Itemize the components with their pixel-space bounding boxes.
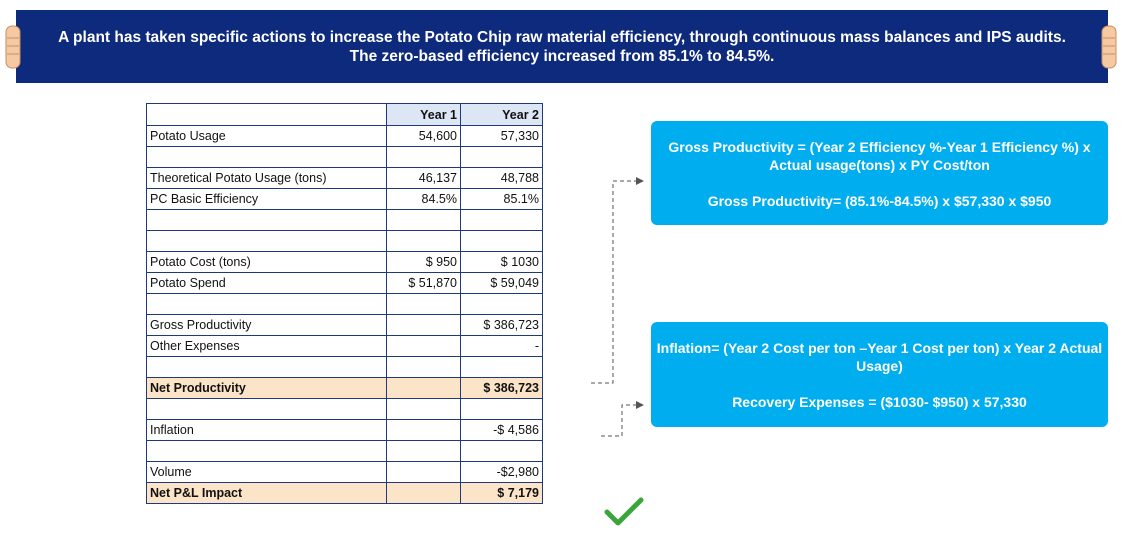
- row-label: Net P&L Impact: [147, 483, 387, 504]
- table-row: [147, 315, 543, 336]
- year2-value: 85.1%: [461, 189, 543, 210]
- year1-value: [387, 336, 461, 357]
- connector-line-bottom: [601, 405, 636, 436]
- year2-value: $ 7,179: [461, 483, 543, 504]
- hand-icon: [4, 24, 22, 70]
- header-banner: [16, 10, 1108, 83]
- table-row: [147, 231, 543, 252]
- year1-value: [387, 399, 461, 420]
- row-label: Net Productivity: [147, 378, 387, 399]
- row-label: [147, 441, 387, 462]
- table-row: [147, 168, 543, 189]
- year1-value: 46,137: [387, 168, 461, 189]
- row-label: Potato Cost (tons): [147, 252, 387, 273]
- table-row: [147, 210, 543, 231]
- gross-productivity-formula: Gross Productivity = (Year 2 Efficiency %-Year 1 Efficiency %) x Actual usage(tons) x PY Cost/ton: [668, 139, 1091, 173]
- banner-line-2: The zero-based efficiency increased from 85.1% to 84.5%.: [349, 48, 775, 65]
- year2-value: $ 1030: [461, 252, 543, 273]
- year2-value: -: [461, 336, 543, 357]
- year1-value: [387, 315, 461, 336]
- year1-value: 54,600: [387, 126, 461, 147]
- table-row: [147, 399, 543, 420]
- row-label: Volume: [147, 462, 387, 483]
- row-label: [147, 399, 387, 420]
- row-label: [147, 210, 387, 231]
- year1-value: [387, 147, 461, 168]
- row-label: PC Basic Efficiency: [147, 189, 387, 210]
- year1-value: [387, 231, 461, 252]
- year1-value: [387, 210, 461, 231]
- year1-value: 84.5%: [387, 189, 461, 210]
- year2-value: $ 386,723: [461, 315, 543, 336]
- row-label: [147, 147, 387, 168]
- row-label: [147, 294, 387, 315]
- hand-icon: [1100, 24, 1118, 70]
- year1-value: [387, 420, 461, 441]
- table-row: [147, 252, 543, 273]
- row-label: Potato Usage: [147, 126, 387, 147]
- year2-value: [461, 210, 543, 231]
- year2-value: -$2,980: [461, 462, 543, 483]
- connector-line-top: [591, 181, 636, 383]
- year1-value: [387, 294, 461, 315]
- table-header-cell: [147, 104, 387, 126]
- table-row: [147, 294, 543, 315]
- row-label: Inflation: [147, 420, 387, 441]
- inflation-formula: Inflation= (Year 2 Cost per ton –Year 1 Cost per ton) x Year 2 Actual Usage): [656, 340, 1103, 374]
- recovery-expenses-example: Recovery Expenses = ($1030- $950) x 57,330: [732, 394, 1027, 410]
- table-header-row: [147, 104, 543, 126]
- table-header-cell: Year 1: [387, 104, 461, 126]
- table-header-cell: Year 2: [461, 104, 543, 126]
- table-row: [147, 441, 543, 462]
- row-label: Theoretical Potato Usage (tons): [147, 168, 387, 189]
- potato-efficiency-table: [146, 103, 543, 504]
- year2-value: -$ 4,586: [461, 420, 543, 441]
- net-pl-impact-row: [147, 483, 543, 504]
- year2-value: $ 59,049: [461, 273, 543, 294]
- inflation-formula-box: [651, 322, 1108, 427]
- table-row: [147, 189, 543, 210]
- year1-value: $ 950: [387, 252, 461, 273]
- table-row: [147, 462, 543, 483]
- year2-value: [461, 294, 543, 315]
- row-label: [147, 357, 387, 378]
- table-row: [147, 147, 543, 168]
- year2-value: [461, 147, 543, 168]
- year2-value: [461, 399, 543, 420]
- table-row: [147, 273, 543, 294]
- year1-value: [387, 483, 461, 504]
- table-row: [147, 357, 543, 378]
- year1-value: [387, 462, 461, 483]
- year2-value: [461, 231, 543, 252]
- arrowhead-icon: [636, 401, 644, 409]
- row-label: Gross Productivity: [147, 315, 387, 336]
- year1-value: [387, 357, 461, 378]
- year2-value: [461, 441, 543, 462]
- row-label: Potato Spend: [147, 273, 387, 294]
- net-productivity-row: [147, 378, 543, 399]
- year2-value: [461, 357, 543, 378]
- gross-productivity-example: Gross Productivity= (85.1%-84.5%) x $57,330 x $950: [707, 193, 1052, 209]
- arrowhead-icon: [636, 177, 644, 185]
- table-row: [147, 126, 543, 147]
- year2-value: 48,788: [461, 168, 543, 189]
- check-icon: [604, 497, 644, 527]
- year1-value: $ 51,870: [387, 273, 461, 294]
- gross-productivity-formula-box: [651, 121, 1108, 225]
- year2-value: $ 386,723: [461, 378, 543, 399]
- year1-value: [387, 378, 461, 399]
- year1-value: [387, 441, 461, 462]
- year2-value: 57,330: [461, 126, 543, 147]
- table-row: [147, 336, 543, 357]
- row-label: [147, 231, 387, 252]
- banner-line-1: A plant has taken specific actions to increase the Potato Chip raw material efficiency, through continuous mass balances and IPS audits.: [58, 29, 1066, 46]
- row-label: Other Expenses: [147, 336, 387, 357]
- table-row: [147, 420, 543, 441]
